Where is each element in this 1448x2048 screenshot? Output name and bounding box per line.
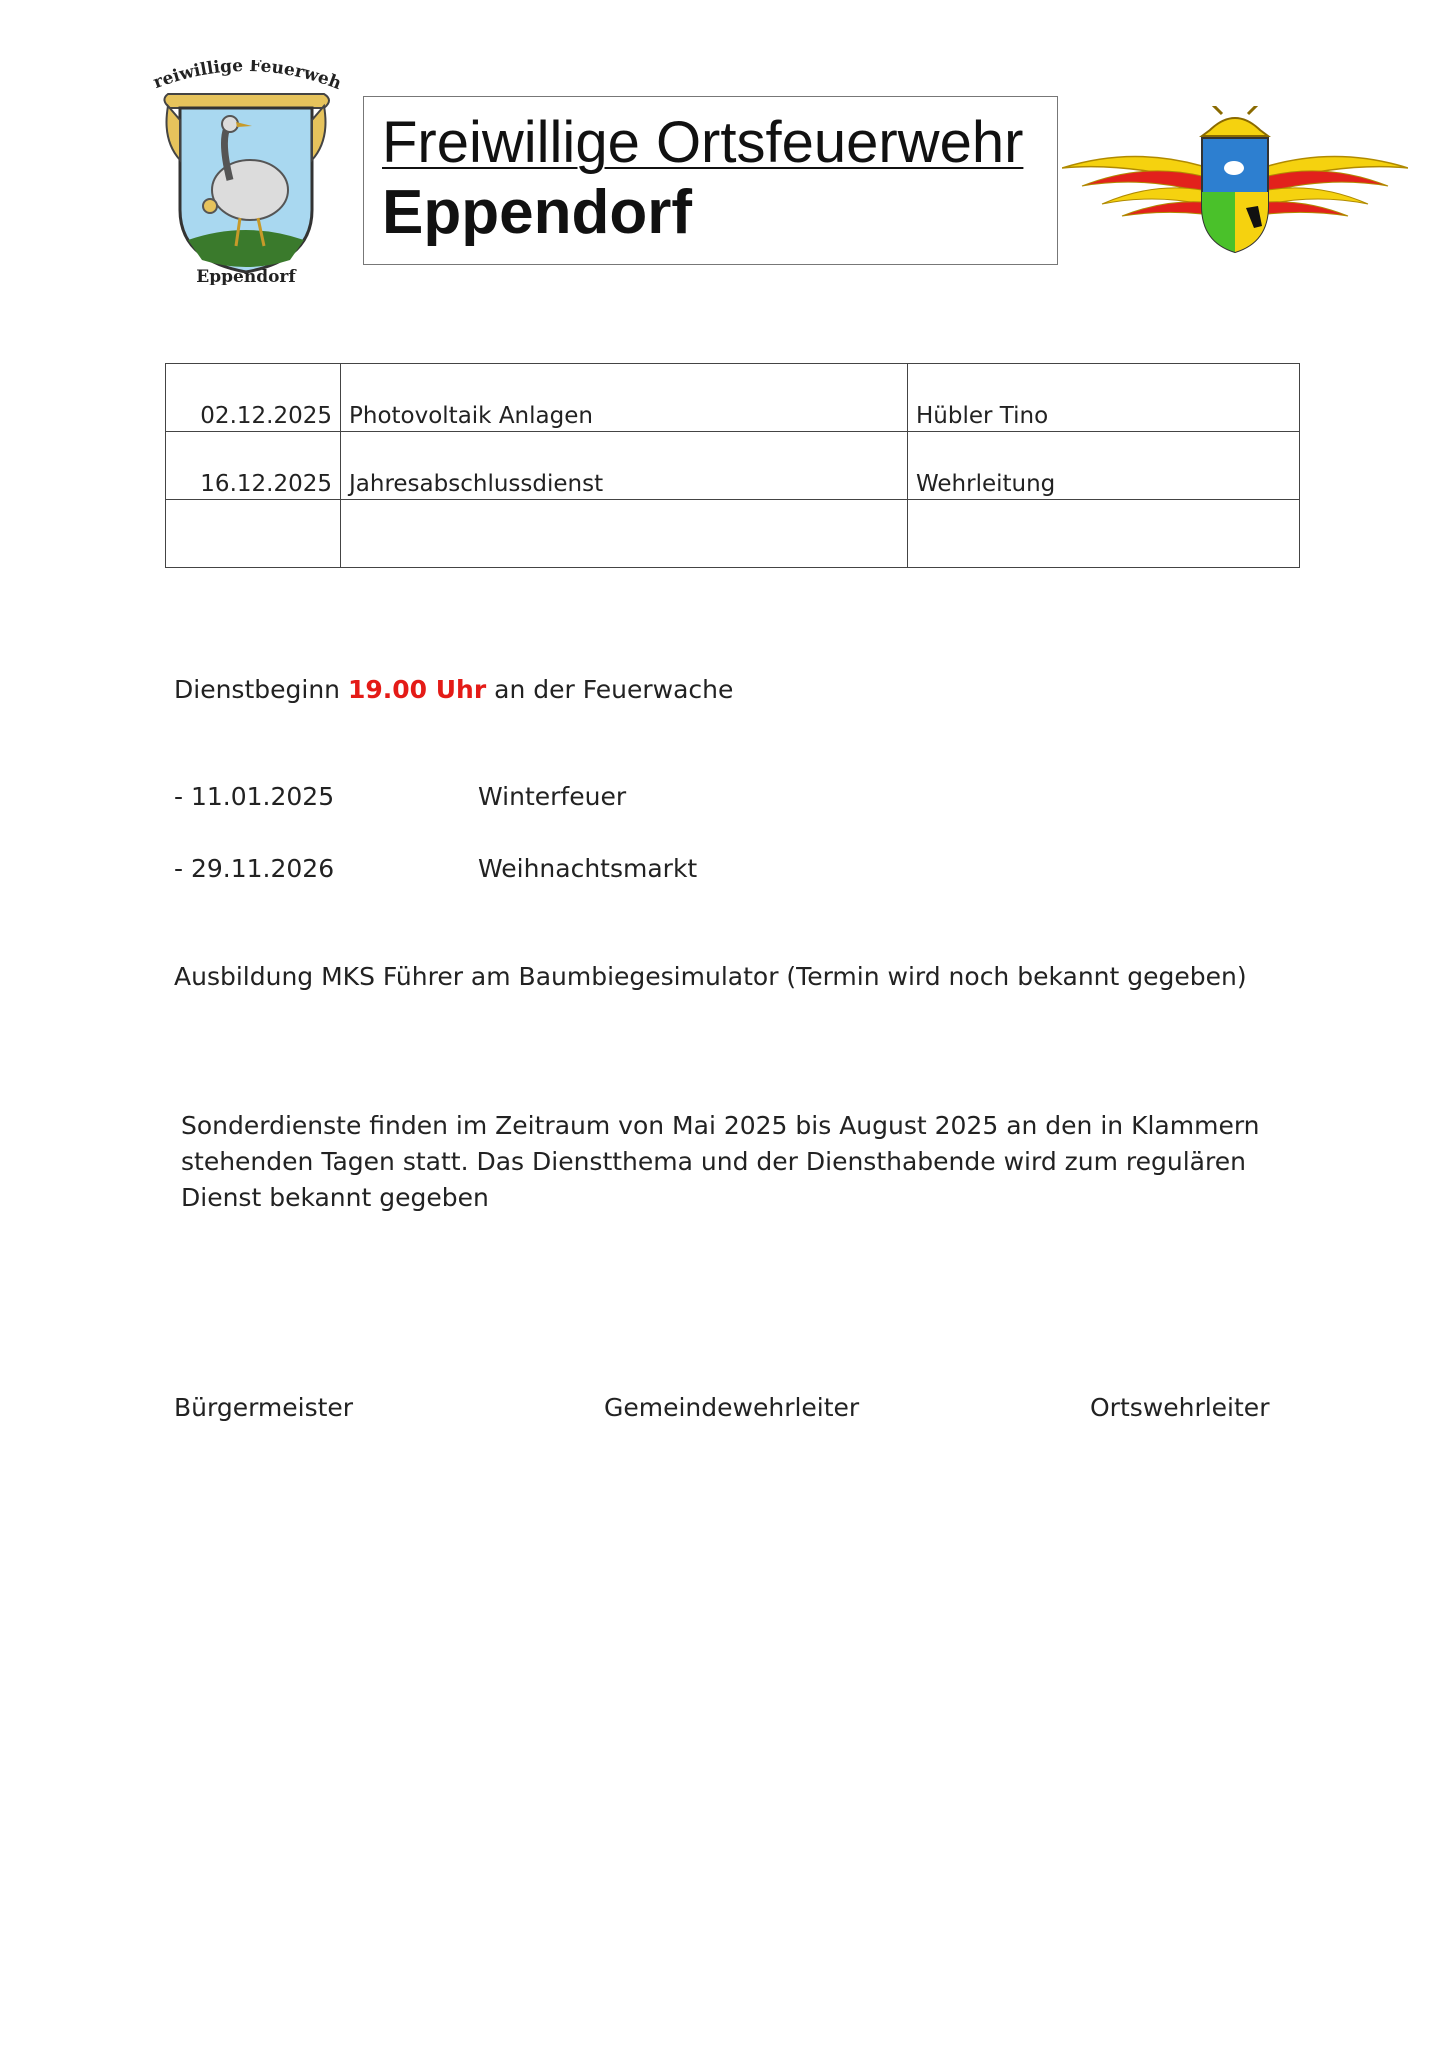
topic-cell	[341, 500, 908, 568]
firefighter-emblem-icon	[1062, 106, 1408, 256]
start-info-suffix: an der Feuerwache	[494, 675, 734, 704]
event-name: Weihnachtsmarkt	[478, 854, 698, 883]
event-date: - 29.11.2026	[174, 854, 335, 883]
page-subtitle: Eppendorf	[382, 178, 692, 247]
page-title: Freiwillige Ortsfeuerwehr	[382, 110, 1024, 175]
table-row	[166, 500, 1300, 568]
signature-mayor: Bürgermeister	[174, 1393, 354, 1422]
lead-cell: Wehrleitung	[908, 432, 1300, 500]
start-info-prefix: Dienstbeginn	[174, 675, 341, 704]
event-date: - 11.01.2025	[174, 782, 335, 811]
special-duties-note: Sonderdienste finden im Zeitraum von Mai 2025 bis August 2025 an den in Klammern stehenden Tagen statt. Das Dienstthema und der Diensthabende wird zum regulären Dienst bekannt gegeben	[181, 1111, 1260, 1212]
date-cell	[166, 500, 341, 568]
topic-cell: Jahresabschlussdienst	[341, 432, 908, 500]
signature-municipal-chief: Gemeindewehrleiter	[604, 1393, 860, 1422]
date-cell: 02.12.2025	[166, 364, 341, 432]
lead-cell: Hübler Tino	[908, 364, 1300, 432]
start-time: 19.00 Uhr	[347, 675, 487, 704]
training-note: Ausbildung MKS Führer am Baumbiegesimulator (Termin wird noch bekannt gegeben)	[174, 962, 1247, 991]
crest-top-text: reiwillige Feuerweh	[150, 60, 344, 95]
event-name: Winterfeuer	[478, 782, 627, 811]
crest-bottom-text: Eppendorf	[196, 267, 296, 285]
signature-local-chief: Ortswehrleiter	[1090, 1393, 1270, 1422]
topic-cell: Photovoltaik Anlagen	[341, 364, 908, 432]
schedule-table	[165, 363, 1300, 568]
coat-of-arms-icon	[140, 60, 352, 285]
title-box	[363, 96, 1058, 265]
start-info	[174, 675, 733, 704]
table-row	[166, 364, 1300, 432]
date-cell: 16.12.2025	[166, 432, 341, 500]
lead-cell	[908, 500, 1300, 568]
table-row	[166, 432, 1300, 500]
